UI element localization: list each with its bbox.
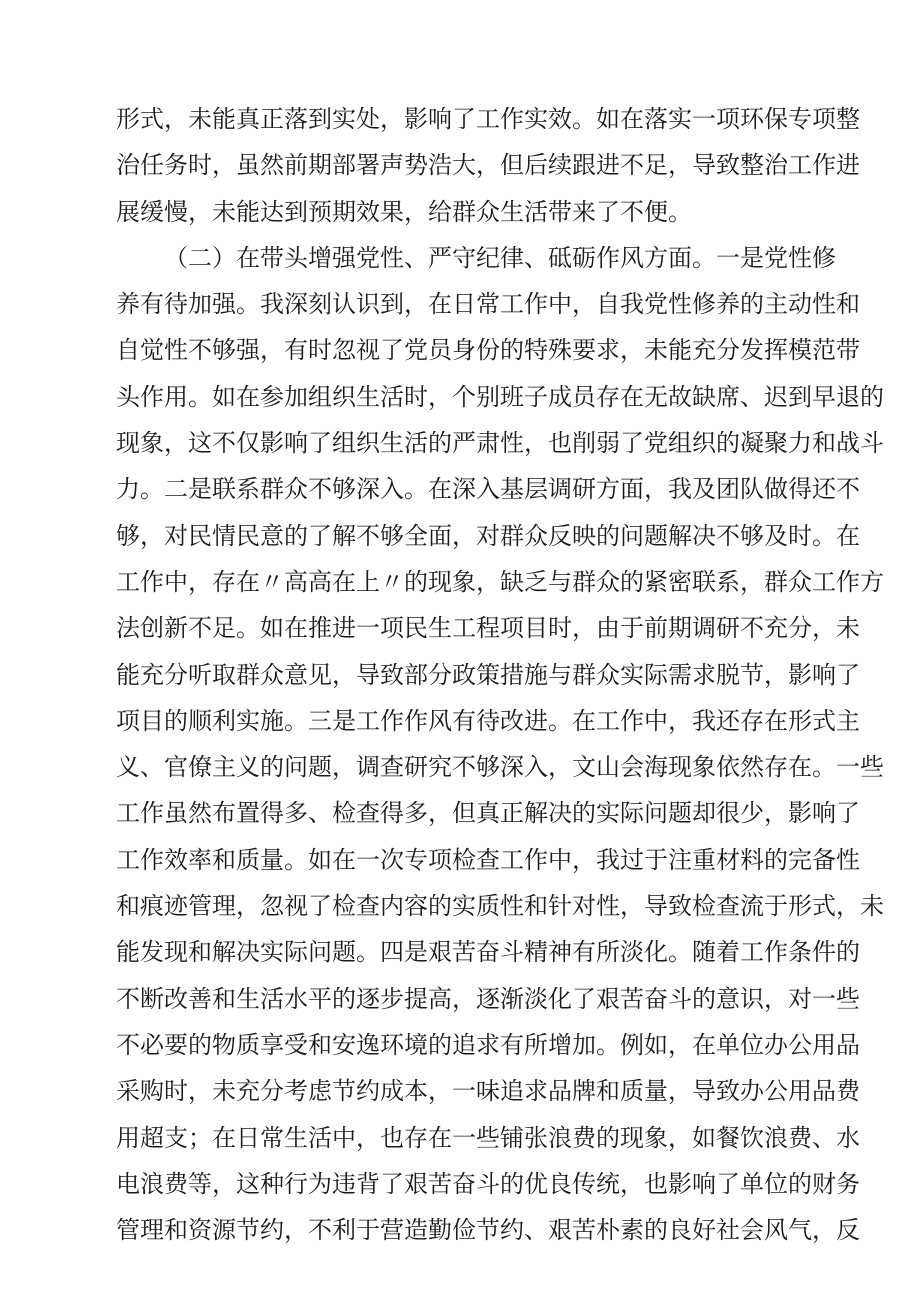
text-line: 工作中，存在〃高高在上〃的现象，缺乏与群众的紧密联系，群众工作方 bbox=[116, 567, 884, 596]
text-line: 头作用。如在参加组织生活时，个别班子成员存在无故缺席、迟到早退的 bbox=[116, 382, 884, 411]
text-line: 采购时，未充分考虑节约成本，一味追求品牌和质量，导致办公用品费 bbox=[116, 1077, 860, 1106]
text-line: 用超支；在日常生活中，也存在一些铺张浪费的现象，如餐饮浪费、水 bbox=[116, 1123, 860, 1152]
text-line: 形式，未能真正落到实处，影响了工作实效。如在落实一项环保专项整 bbox=[116, 105, 860, 133]
text-line: 现象，这不仅影响了组织生活的严肃性，也削弱了党组织的凝聚力和战斗 bbox=[116, 429, 884, 458]
text-line: 展缓慢，未能达到预期效果，给群众生活带来了不便。 bbox=[116, 197, 692, 226]
section-heading-line: （二）在带头增强党性、严守纪律、砥砺作风方面。一是党性修 bbox=[164, 243, 836, 272]
text-line: 工作虽然布置得多、检查得多，但真正解决的实际问题却很少，影响了 bbox=[116, 799, 860, 828]
text-line: 能发现和解决实际问题。四是艰苦奋斗精神有所淡化。随着工作条件的 bbox=[116, 938, 860, 967]
text-line: 不必要的物质享受和安逸环境的追求有所增加。例如，在单位办公用品 bbox=[116, 1030, 860, 1059]
text-line: 义、官僚主义的问题，调查研究不够深入，文山会海现象依然存在。一些 bbox=[116, 753, 884, 782]
document-body bbox=[116, 96, 884, 1253]
text-line: 项目的顺利实施。三是工作作风有待改进。在工作中，我还存在形式主 bbox=[116, 706, 860, 735]
text-line: 养有待加强。我深刻认识到，在日常工作中，自我党性修养的主动性和 bbox=[116, 290, 860, 319]
text-line: 自觉性不够强，有时忽视了党员身份的特殊要求，未能充分发挥模范带 bbox=[116, 336, 860, 365]
text-line: 电浪费等，这种行为违背了艰苦奋斗的优良传统，也影响了单位的财务 bbox=[116, 1169, 860, 1198]
text-line: 和痕迹管理，忽视了检查内容的实质性和针对性，导致检查流于形式，未 bbox=[116, 892, 884, 921]
text-line: 管理和资源节约，不利于营造勤俭节约、艰苦朴素的良好社会风气，反 bbox=[116, 1216, 860, 1245]
text-line: 够，对民情民意的了解不够全面，对群众反映的问题解决不够及时。在 bbox=[116, 521, 860, 550]
text-line: 力。二是联系群众不够深入。在深入基层调研方面，我及团队做得还不 bbox=[116, 475, 860, 504]
text-line: 工作效率和质量。如在一次专项检查工作中，我过于注重材料的完备性 bbox=[116, 845, 860, 874]
text-line: 不断改善和生活水平的逐步提高，逐渐淡化了艰苦奋斗的意识，对一些 bbox=[116, 984, 860, 1013]
text-line: 法创新不足。如在推进一项民生工程项目时，由于前期调研不充分，未 bbox=[116, 614, 860, 643]
text-line: 能充分听取群众意见，导致部分政策措施与群众实际需求脱节，影响了 bbox=[116, 660, 860, 689]
text-line: 治任务时，虽然前期部署声势浩大，但后续跟进不足，导致整治工作进 bbox=[116, 151, 860, 180]
